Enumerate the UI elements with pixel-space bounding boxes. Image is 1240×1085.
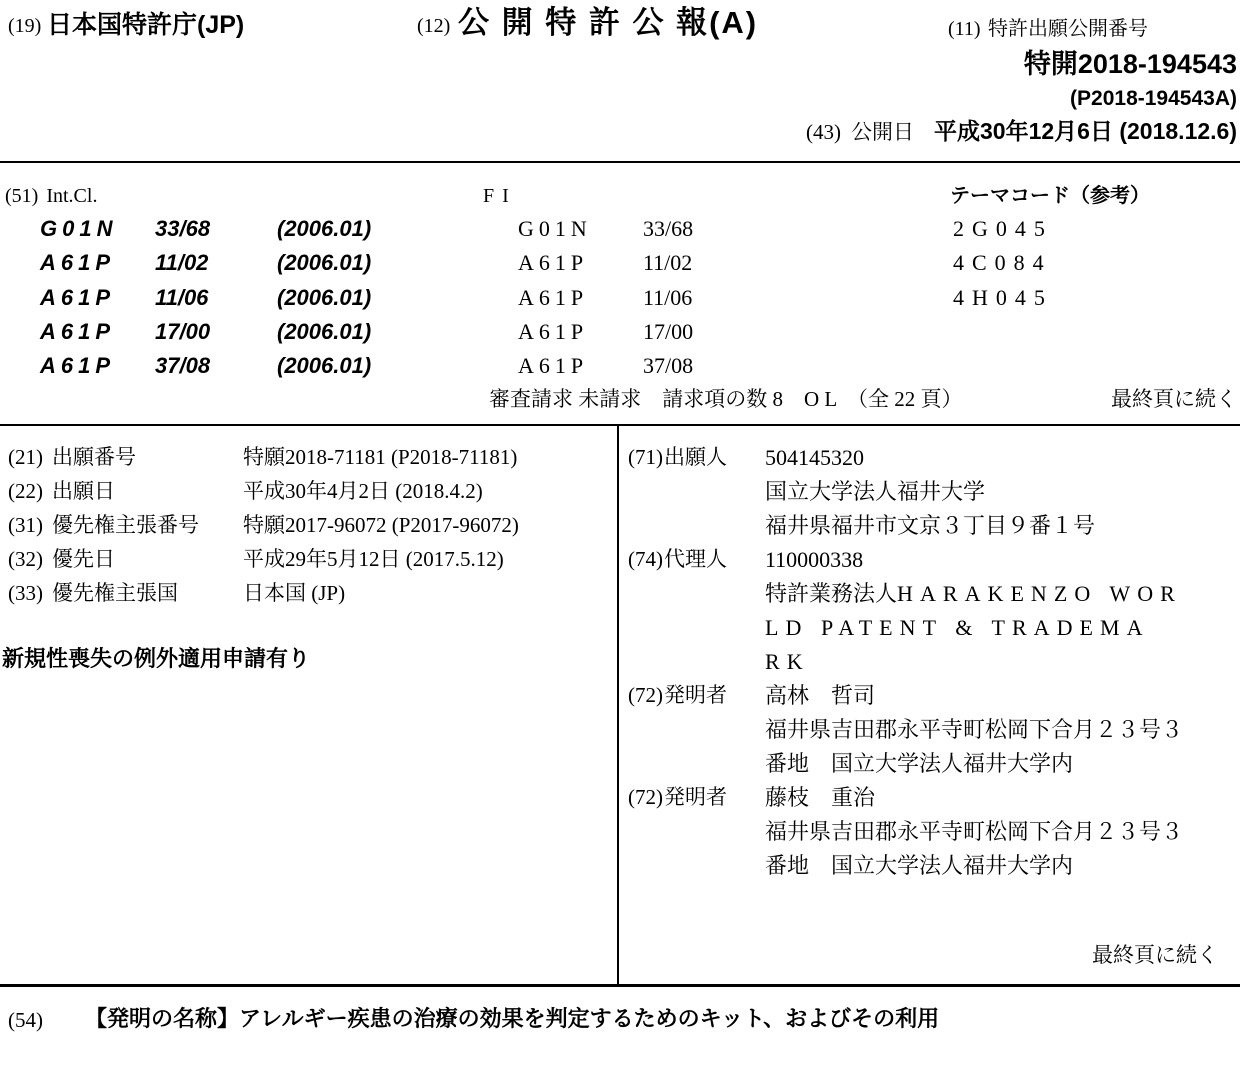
field-54-code: (54) (8, 1008, 43, 1032)
agent-name-line: LD PATENT & TRADEMA (765, 615, 1150, 640)
fi-subclass: 33/68 (643, 216, 694, 241)
invention-title-caption: 【発明の名称】 (85, 1006, 240, 1031)
applicant-id: 504145320 (765, 445, 864, 470)
theme-code-label: テーマコード（参考） (950, 185, 1150, 207)
intcl-class: A61P (40, 353, 116, 378)
field-value: 特願2018-71181 (P2018-71181) (243, 445, 518, 469)
party-row (0, 785, 1240, 819)
party-row (0, 853, 1240, 887)
fi-class: A61P (518, 353, 589, 378)
intcl-subclass: 33/68 (155, 216, 211, 241)
field-11-code: (11) (948, 18, 981, 40)
intcl-version: (2006.01) (277, 319, 372, 344)
publication-date-row (806, 118, 1237, 146)
field-19-code: (19) (8, 15, 42, 37)
field-label: 出願人 (664, 445, 727, 469)
field-label: 出願番号 (52, 445, 136, 469)
field-51-code: (51) (5, 185, 39, 207)
publication-date: 平成30年12月6日 (2018.12.6) (934, 118, 1237, 144)
applicant-name: 国立大学法人福井大学 (765, 479, 986, 504)
classification-row (0, 216, 1240, 250)
fi-class: A61P (518, 319, 589, 344)
classification-row (0, 285, 1240, 319)
intcl-subclass: 37/08 (155, 353, 211, 378)
party-row (0, 445, 1240, 479)
patent-office-name: 日本国特許庁(JP) (47, 11, 245, 39)
field-value: 平成29年5月12日 (2017.5.12) (243, 547, 504, 571)
continued-on-last-page-note: 最終頁に続く (1111, 387, 1237, 411)
intcl-subclass: 17/00 (155, 319, 211, 344)
inid-code: (22) (8, 479, 43, 503)
party-row (0, 683, 1240, 717)
intcl-class: A61P (40, 285, 116, 310)
body-divider-rule (0, 984, 1240, 987)
party-row (0, 615, 1240, 649)
applicant-address: 福井県福井市文京３丁目９番１号 (765, 513, 1096, 538)
field-12-code: (12) (417, 15, 451, 37)
inventor-address: 福井県吉田郡永平寺町松岡下合月２３号３ (765, 717, 1184, 742)
fi-class: A61P (518, 250, 589, 275)
classification-row (0, 353, 1240, 387)
party-row (0, 479, 1240, 513)
classification-row (0, 319, 1240, 353)
intcl-label: Int.Cl. (46, 185, 98, 207)
inventor-address: 福井県吉田郡永平寺町松岡下合月２３号３ (765, 819, 1184, 844)
field-label: 優先権主張番号 (52, 513, 199, 537)
field-label: 発明者 (664, 785, 727, 809)
intcl-subclass: 11/02 (155, 250, 209, 275)
classification-row (0, 250, 1240, 284)
intcl-class: A61P (40, 250, 116, 275)
publication-number-caption: 特許出願公開番号 (988, 18, 1148, 40)
fi-subclass: 11/02 (643, 250, 693, 275)
field-value: 日本国 (JP) (243, 581, 346, 605)
intcl-subclass: 11/06 (155, 285, 209, 310)
inventor-name: 高林 哲司 (765, 683, 876, 708)
fi-label: FI (483, 185, 517, 207)
agent-name-line (765, 581, 1182, 607)
inventor-name: 藤枝 重治 (765, 785, 876, 810)
agent-id: 110000338 (765, 547, 864, 572)
field-label: 代理人 (664, 547, 727, 571)
novelty-exception-note: 新規性喪失の例外適用申請有り (2, 646, 311, 671)
field-label: 出願日 (52, 479, 115, 503)
fi-class: A61P (518, 285, 589, 310)
fi-subclass: 11/06 (643, 285, 693, 310)
intcl-header (5, 184, 97, 208)
field-label: 発明者 (664, 683, 727, 707)
fi-class: G01N (518, 216, 592, 241)
gazette-title: 公 開 特 許 公 報(A) (458, 5, 759, 40)
inid-code: (71) (628, 445, 663, 469)
inventor-address: 番地 国立大学法人福井大学内 (765, 853, 1074, 878)
invention-title-text: アレルギー疾患の治療の効果を判定するためのキット、およびその利用 (239, 1006, 940, 1031)
intcl-version: (2006.01) (277, 250, 372, 275)
intcl-class: A61P (40, 319, 116, 344)
fi-subclass: 17/00 (643, 319, 694, 344)
intcl-version: (2006.01) (277, 353, 372, 378)
party-row (0, 581, 1240, 615)
party-row (0, 751, 1240, 785)
inid-code: (72) (628, 785, 663, 809)
intcl-version: (2006.01) (277, 285, 372, 310)
theme-code: 4C084 (953, 250, 1052, 275)
publication-date-label: 公開日 (851, 120, 914, 144)
party-row (0, 717, 1240, 751)
publication-number: 特開2018-194543 (1023, 49, 1237, 79)
invention-title-line (85, 1006, 939, 1032)
inventor-address: 番地 国立大学法人福井大学内 (765, 751, 1074, 776)
field-value: 特願2017-96072 (P2017-96072) (243, 513, 519, 537)
party-row (0, 819, 1240, 853)
party-row (0, 513, 1240, 547)
inid-code: (33) (8, 581, 43, 605)
header-divider-rule (0, 161, 1240, 163)
theme-code: 4H045 (953, 285, 1053, 310)
publication-number-paren: (P2018-194543A) (1070, 87, 1237, 110)
inid-code: (74) (628, 547, 663, 571)
field-43-code: (43) (806, 120, 841, 144)
party-row (0, 547, 1240, 581)
continued-on-last-page-note: 最終頁に続く (1092, 943, 1218, 967)
inid-code: (72) (628, 683, 663, 707)
intcl-class: G01N (40, 216, 118, 241)
intcl-version: (2006.01) (277, 216, 372, 241)
inid-code: (21) (8, 445, 43, 469)
classification-divider-rule (0, 424, 1240, 426)
examination-request-line: 審査請求 未請求 請求項の数 8 O L （全 22 頁） (489, 387, 963, 411)
fi-subclass: 37/08 (643, 353, 694, 378)
agent-name-kanji: 特許業務法人 (765, 581, 898, 606)
agent-name-latin: HARAKENZO WOR (897, 581, 1182, 606)
party-row (0, 649, 1240, 683)
field-label: 優先日 (52, 547, 115, 571)
field-label: 優先権主張国 (52, 581, 178, 605)
agent-name-line: RK (765, 649, 810, 674)
inid-code: (32) (8, 547, 43, 571)
inid-code: (31) (8, 513, 43, 537)
field-value: 平成30年4月2日 (2018.4.2) (243, 479, 483, 503)
theme-code: 2G045 (953, 216, 1053, 241)
